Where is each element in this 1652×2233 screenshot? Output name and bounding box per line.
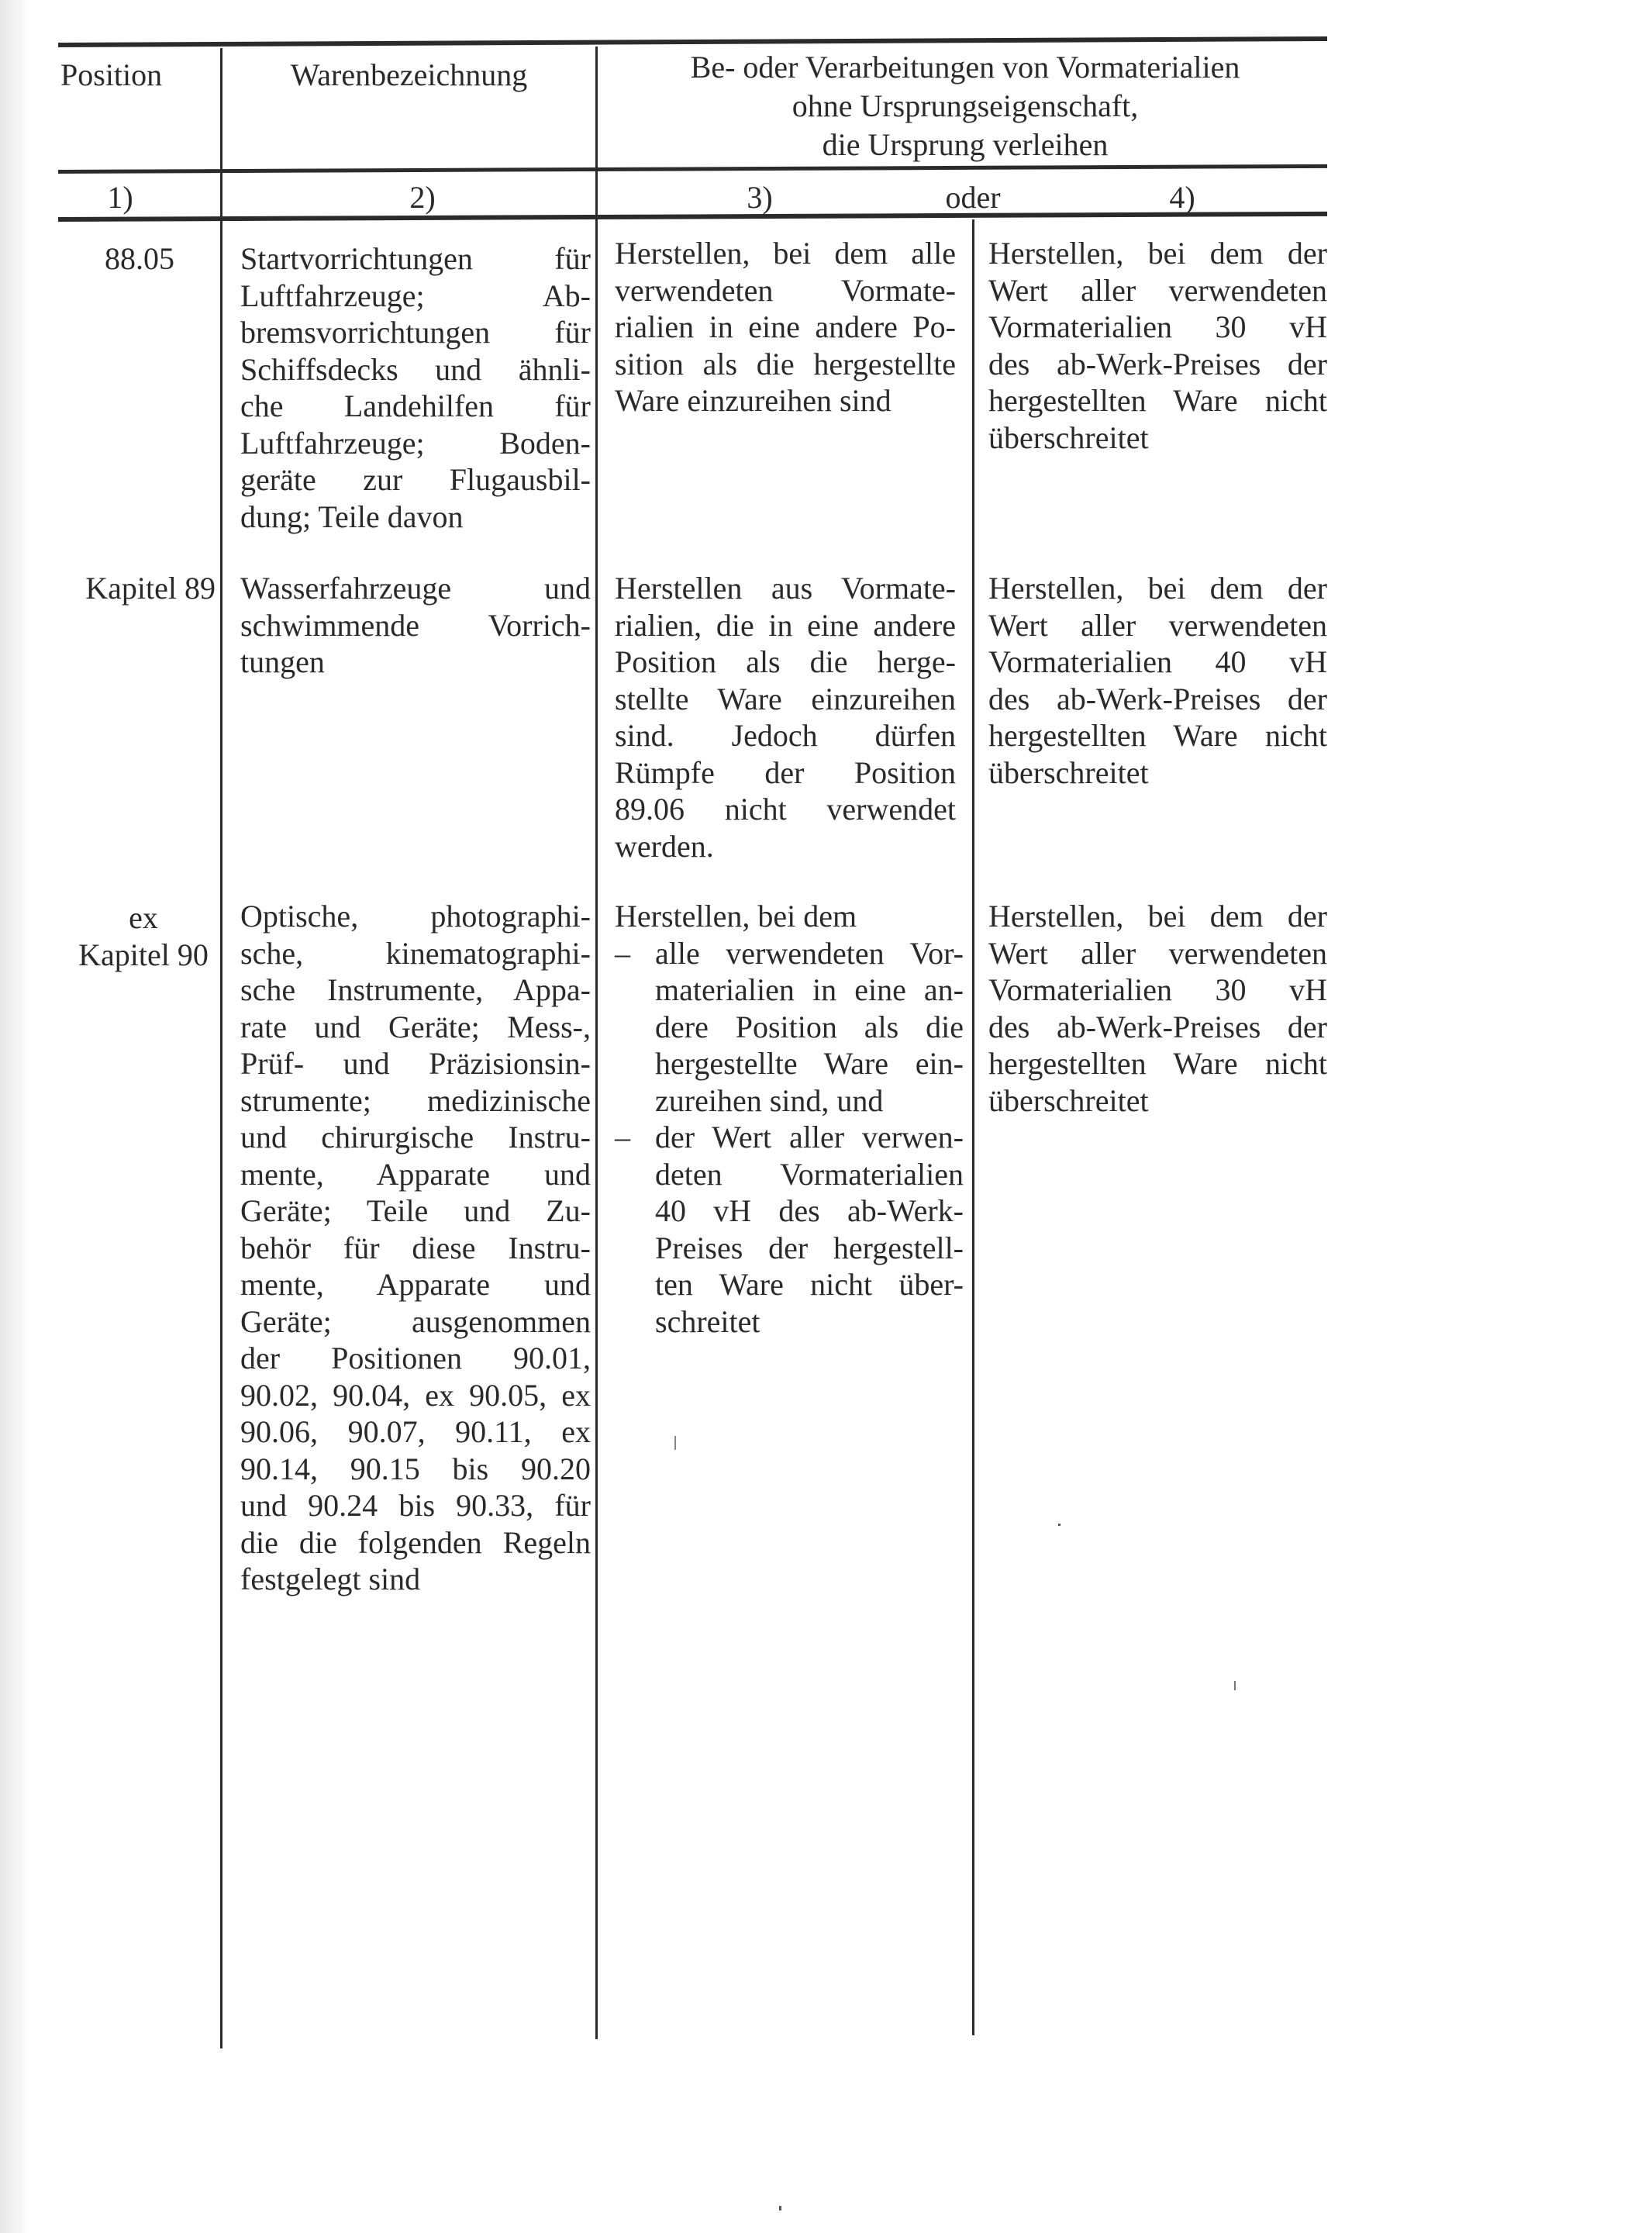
rule-3-bullet-1 [615,935,964,1120]
rule-4-line: Wert aller verwendeten [988,607,1327,643]
description-line: und chirurgische Instru- [240,1120,591,1154]
row-ex-kapitel-90-description [240,898,591,1598]
description-line: Startvorrichtungen für [240,241,591,276]
rule-3-bullet-line: alle verwendeten Vor- [655,935,964,971]
rule-4-line: des ab-Werk-Preises der [988,346,1327,381]
description-line: Geräte; Teile und Zu- [240,1193,591,1228]
scan-speck [674,1436,676,1450]
header-bottom-rule [58,164,1327,174]
rule-3-bullet-line: ten Ware nicht über- [655,1267,964,1302]
rule-3-bullet-line: dere Position als die [655,1009,964,1044]
column-number-1: 1) [107,180,133,215]
rule-3-bullet-line: materialien in eine an- [655,972,964,1007]
description-line: sche, kinematographi- [240,935,591,971]
description-line: Luftfahrzeuge; Ab- [240,278,591,313]
description-line: Optische, photographi- [240,899,591,934]
column-divider-3 [972,219,974,2035]
rule-3-line: 89.06 nicht verwendet [615,792,956,827]
description-line: die die folgenden Regeln [240,1524,591,1560]
row-kapitel-89-rule-3 [615,570,956,865]
rule-3-bullet-line: schreitet [655,1303,760,1339]
rule-4-line: überschreitet [988,1082,1149,1118]
header-position: Position [60,57,163,92]
rule-4-line: Vormaterialien 30 vH [988,972,1327,1007]
description-line: mente, Apparate und [240,1156,591,1192]
row-kapitel-89-rule-4 [988,570,1327,791]
row-kapitel-89-position: Kapitel 89 [85,571,216,606]
rule-4-line: Herstellen, bei dem der [988,899,1327,934]
row-88-05-rule-4 [988,235,1327,456]
rule-4-line: hergestellten Ware nicht [988,718,1327,753]
numbering-bottom-rule [58,212,1327,222]
rule-4-line: des ab-Werk-Preises der [988,681,1327,716]
rule-3-line: Ware einzureihen sind [615,383,892,418]
scan-speck [779,2206,781,2211]
row-kapitel-89-description [240,570,591,681]
description-line: 90.14, 90.15 bis 90.20 [240,1451,591,1486]
rule-3-line: Rümpfe der Position [615,754,956,790]
row-ex-kapitel-90-rule-4 [988,898,1327,1119]
rule-4-line: hergestellten Ware nicht [988,383,1327,418]
rule-4-line: überschreitet [988,419,1149,455]
rule-3-bullet-line: der Wert aller verwen- [655,1120,964,1154]
description-line: schwimmende Vorrich- [240,607,591,643]
rule-3-line: sition als die hergestellte [615,346,956,381]
rule-3-line: sind. Jedoch dürfen [615,718,956,753]
rule-3-bullet-line: hergestellte Ware ein- [655,1046,964,1081]
description-line: Schiffsdecks und ähnli- [240,351,591,387]
rule-3-bullet-line: zureihen sind, und [655,1082,884,1118]
header-processing-line-1: Be- oder Verarbeitungen von Vormaterialien [690,50,1240,85]
dash-bullet-icon: – [615,935,630,971]
description-line: 90.02, 90.04, ex 90.05, ex [240,1377,591,1413]
column-divider-2 [595,47,598,2039]
description-line: tungen [240,644,325,679]
description-line: und 90.24 bis 90.33, für [240,1488,591,1523]
header-processing [605,48,1326,164]
description-line: 90.06, 90.07, 90.11, ex [240,1414,591,1449]
rule-4-line: Wert aller verwendeten [988,935,1327,971]
row-ex-kapitel-90-position-chapter: Kapitel 90 [78,937,209,972]
description-line: behör für diese Instru- [240,1230,591,1265]
table-top-rule [58,36,1327,47]
column-number-2: 2) [409,180,436,215]
description-line: festgelegt sind [240,1562,421,1596]
description-line: mente, Apparate und [240,1267,591,1302]
description-line: bremsvorrichtungen für [240,315,591,350]
rule-4-line: des ab-Werk-Preises der [988,1009,1327,1044]
rule-3-line: stellte Ware einzureihen [615,681,956,716]
description-line: Wasserfahrzeuge und [240,571,591,606]
scan-speck [1234,1681,1236,1690]
rule-3-bullet-2-text [655,1119,964,1340]
rule-3-line: Herstellen aus Vormate- [615,571,956,606]
row-88-05-rule-3 [615,235,956,419]
rule-3-bullet-1-text [655,935,964,1120]
row-ex-kapitel-90-position [70,899,217,973]
row-88-05-position: 88.05 [105,241,174,276]
rule-3-bullet-line: 40 vH des ab-Werk- [655,1193,964,1228]
description-line: che Landehilfen für [240,388,591,423]
rule-4-line: hergestellten Ware nicht [988,1046,1327,1081]
rule-4-line: überschreitet [988,754,1149,790]
row-88-05-description [240,240,591,535]
rule-3-line: Position als die herge- [615,644,956,679]
rule-3-line: Herstellen, bei dem alle [615,236,956,271]
description-line: strumente; medizinische [240,1082,591,1118]
column-number-3: 3) [747,180,773,215]
rule-4-line: Herstellen, bei dem der [988,236,1327,271]
rule-3-intro: Herstellen, bei dem [615,899,857,934]
rule-4-line: Vormaterialien 30 vH [988,309,1327,344]
rule-3-bullet-line: Preises der hergestell- [655,1230,964,1265]
rule-3-line: rialien, die in eine andere [615,607,956,643]
rule-4-line: Herstellen, bei dem der [988,571,1327,606]
description-line: rate und Geräte; Mess-, [240,1009,591,1044]
header-warenbezeichnung: Warenbezeichnung [290,57,528,92]
column-number-4: 4) [1169,180,1195,215]
rule-4-line: Wert aller verwendeten [988,272,1327,308]
rule-4-line: Vormaterialien 40 vH [988,644,1327,679]
row-ex-kapitel-90-position-prefix: ex [129,900,158,935]
header-processing-line-3: die Ursprung verleihen [822,127,1109,162]
description-line: Prüf- und Präzisionsin- [240,1046,591,1081]
scan-speck [1058,1524,1061,1526]
column-divider-1 [220,48,222,2048]
dash-bullet-icon: – [615,1120,630,1154]
description-line: Luftfahrzeuge; Boden- [240,425,591,461]
column-or-label: oder [945,180,1001,215]
rule-3-line: werden. [615,828,714,864]
description-line: Geräte; ausgenommen [240,1303,591,1339]
rule-3-line: verwendeten Vormate- [615,272,956,308]
header-processing-line-2: ohne Ursprungseigenschaft, [792,88,1139,123]
description-line: geräte zur Flugausbil- [240,462,591,497]
description-line: der Positionen 90.01, [240,1341,591,1375]
rule-3-bullet-2 [615,1119,964,1340]
rule-3-bullet-line: deten Vormaterialien [655,1156,964,1192]
description-line: dung; Teile davon [240,499,464,534]
rule-3-line: rialien in eine andere Po- [615,309,956,344]
description-line: sche Instrumente, Appa- [240,972,591,1007]
row-ex-kapitel-90-rule-3 [615,898,964,1340]
